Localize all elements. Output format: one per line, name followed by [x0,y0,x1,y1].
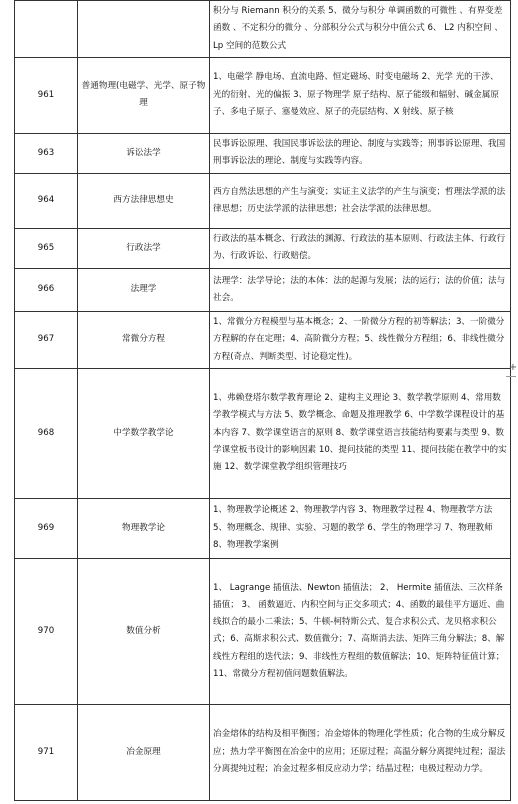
subject-name-cell: 诉讼法学 [78,133,210,173]
syllabus-content-cell: 1、 Lagrange 插值法、Newton 插值法； 2、 Hermite 插值法、三次样条插值； 3、 函数逼近、内积空间与正交多项式；4、函数的最佳平方逼近、曲线拟合的最小二乘法；5、牛顿-柯特斯公式、复合求积公式、龙贝格求积公式；6、高斯求积公式、数值微分；7、高斯消去法、矩阵三角分解法；8、解线性方程组的迭代法；9、非线性方程组的数值解法；10、矩阵特征值计算；11、常微分方程初值问题数值解法。 [210,558,511,704]
subject-name-cell: 西方法律思想史 [78,173,210,228]
syllabus-content-cell: 1、弗赖登塔尔数学教育理论 2、建构主义理论 3、数学教学原则 4、常用数学教学模式与方法 5、数学概念、命题及推理教学 6、中学数学课程设计的基本内容 7、数学课堂语言的原则 8、数学课堂语言技能结构要素与类型 9、数学课堂板书设计的影响因素 10、提问技能的类型 11、提问技能在教学中的实施 12、数学课堂教学组织管理技巧 [210,368,511,498]
syllabus-content-cell: 积分与 Riemann 积分的关系 5、微分与积分 单调函数的可微性 、有界变差函数 、不定积分的微分 、分部积分公式与积分中值公式 6、 L2 内积空间 、Lp 空间的范数公式 [210,1,511,58]
exam-code-cell: 971 [15,704,78,800]
exam-code-cell: 969 [15,498,78,558]
syllabus-table [14,0,511,801]
table-row [15,228,511,268]
exam-code-cell: 966 [15,268,78,311]
exam-code-cell: 970 [15,558,78,704]
exam-code-cell: 961 [15,57,78,133]
exam-code-cell: 967 [15,311,78,368]
table-row [15,368,511,498]
table-row [15,704,511,800]
syllabus-content-cell: 1、电磁学 静电场、直流电路、恒定磁场、时变电磁场 2、光学 光的干涉、光的衍射、光的偏振 3、原子物理学 原子结构、原子能级和辐射、碱金属原子、多电子原子、塞曼效应、原子的壳层结构、X 射线、原子核 [210,57,511,133]
syllabus-content-cell: 法理学：法学导论；法的本体：法的起源与发展；法的运行；法的价值；法与社会。 [210,268,511,311]
table-row [15,133,511,173]
syllabus-content-cell: 民事诉讼原理、我国民事诉讼法的理论、制度与实践等；刑事诉讼原理、我国刑事诉讼法的理论、制度与实践等内容。 [210,133,511,173]
add-marker-icon[interactable]: + [508,362,518,373]
table-row [15,498,511,558]
exam-code-cell: 964 [15,173,78,228]
document-page [14,0,510,804]
exam-code-cell: 963 [15,133,78,173]
syllabus-content-cell: 1、物理教学论概述 2、物理教学内容 3、物理教学过程 4、物理教学方法 5、物理概念、规律、实验、习题的教学 6、学生的物理学习 7、物理教师 8、物理教学案例 [210,498,511,558]
table-row [15,558,511,704]
subject-name-cell: 法理学 [78,268,210,311]
subject-name-cell: 数值分析 [78,558,210,704]
syllabus-content-cell: 冶金熔体的结构及相平衡图；冶金熔体的物理化学性质；化合物的生成分解反应；热力学平衡图在冶金中的应用；还原过程；高温分解分离提纯过程；湿法分离提纯过程；冶金过程多相反应动力学；结晶过程；电极过程动力学。 [210,704,511,800]
exam-code-cell: 965 [15,228,78,268]
syllabus-content-cell: 西方自然法思想的产生与演变；实证主义法学的产生与演变；哲理法学派的法律思想；历史法学派的法律思想；社会法学派的法律思想。 [210,173,511,228]
subject-name-cell: 普通物理(电磁学、光学、原子物理 [78,57,210,133]
subject-name-cell: 物理教学论 [78,498,210,558]
subject-name-cell: 中学数学教学论 [78,368,210,498]
exam-code-cell: 968 [15,368,78,498]
table-row [15,268,511,311]
margin-marker-line [506,376,516,377]
subject-name-cell [78,1,210,58]
subject-name-cell: 冶金原理 [78,704,210,800]
exam-code-cell [15,1,78,58]
table-row [15,173,511,228]
syllabus-content-cell: 行政法的基本概念、行政法的渊源、行政法的基本原则、行政法主体、行政行为、行政诉讼、行政赔偿。 [210,228,511,268]
subject-name-cell: 常微分方程 [78,311,210,368]
syllabus-content-cell: 1、常微分方程模型与基本概念；2、一阶微分方程的初等解法；3、一阶微分方程解的存在定理；4、高阶微分方程；5、线性微分方程组；6、非线性微分方程(奇点、判断类型、讨论稳定性)。 [210,311,511,368]
table-row [15,1,511,58]
subject-name-cell: 行政法学 [78,228,210,268]
table-row [15,311,511,368]
table-row [15,57,511,133]
